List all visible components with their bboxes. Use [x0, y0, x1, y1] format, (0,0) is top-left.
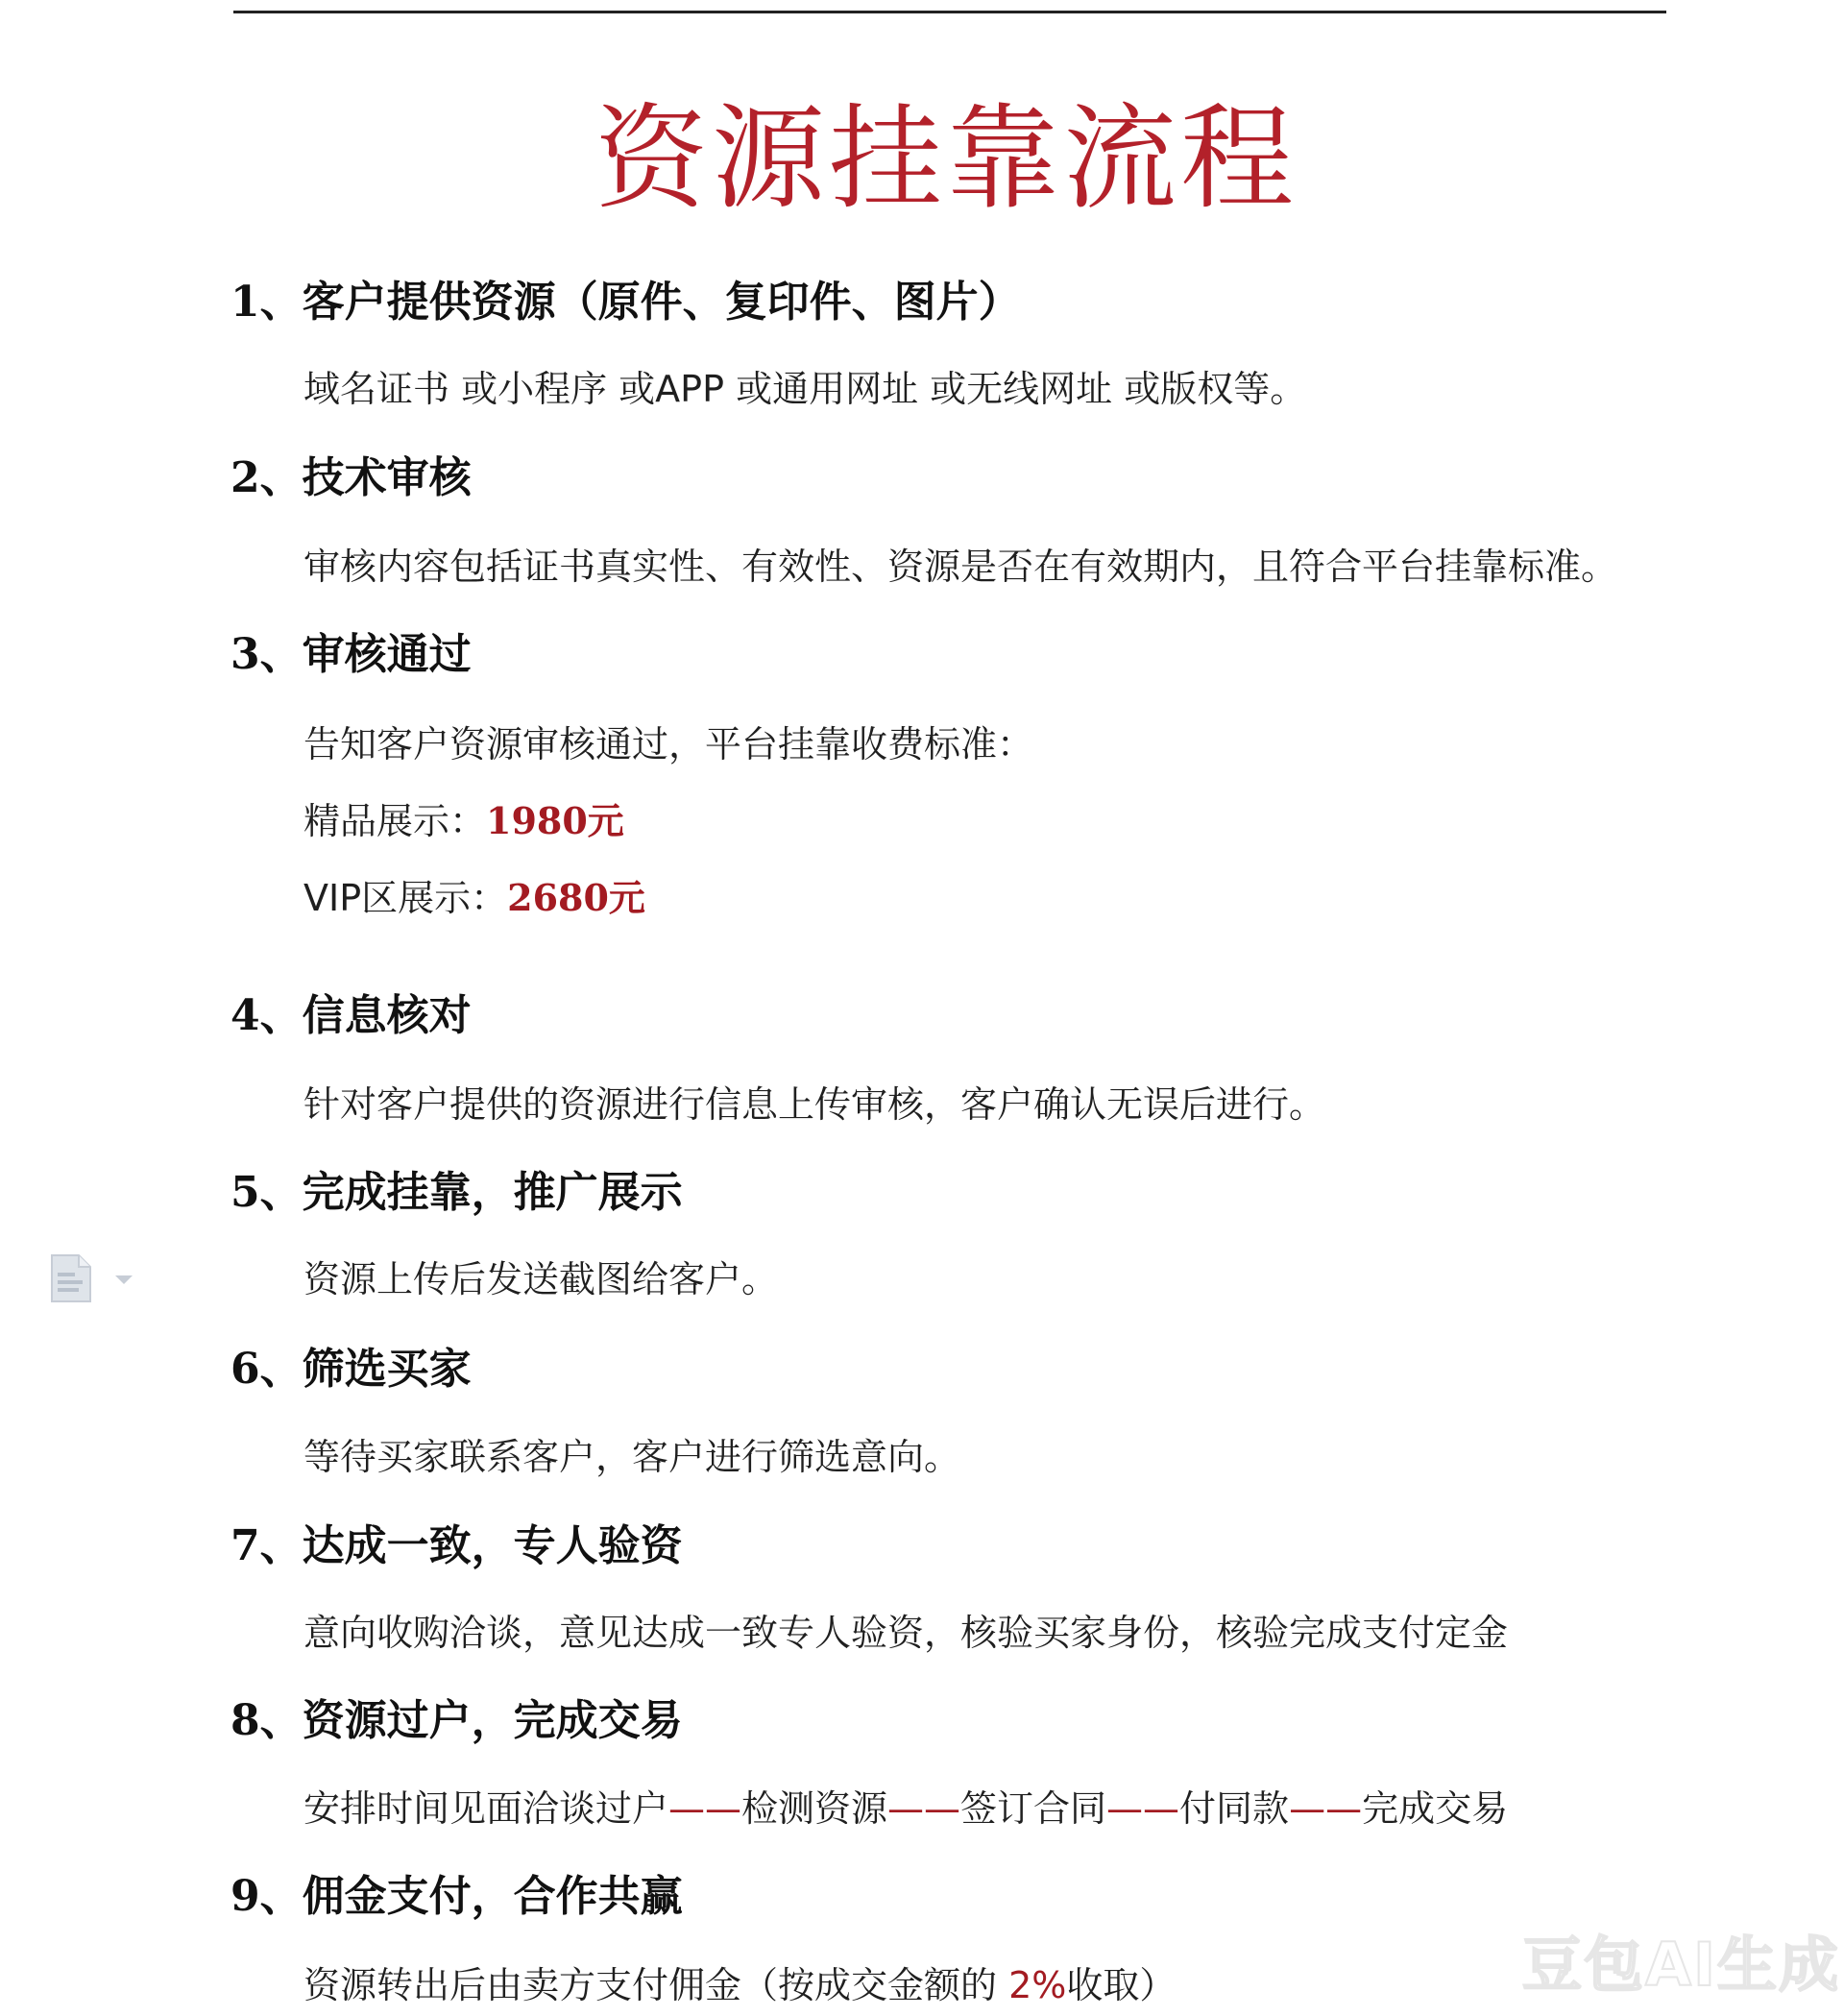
commission-rate: 2%: [1008, 1964, 1067, 2006]
pricing-row-vip: [303, 872, 645, 924]
commission-suffix: 收取）: [1066, 1964, 1177, 2006]
commission-prefix: 资源转出后由卖方支付佣金（按成交金额的: [303, 1964, 1009, 2006]
pricing-label: VIP区展示：: [303, 877, 508, 919]
step-7-text: 意向收购洽谈，意见达成一致专人验资，核验买家身份，核验完成支付定金: [303, 1612, 1509, 1654]
transfer-flow: [303, 1783, 1508, 1834]
pricing-value: 1980元: [486, 799, 624, 842]
step-3-text: 告知客户资源审核通过，平台挂靠收费标准：: [303, 723, 1034, 765]
flow-separator: ——: [1289, 1787, 1363, 1830]
document-title: 资源挂靠流程: [594, 92, 1298, 225]
commission-text: [303, 1959, 1176, 2011]
flow-separator: ——: [1106, 1787, 1180, 1830]
step-3-heading: 3、审核通过: [230, 630, 472, 679]
pricing-value: 2680元: [507, 876, 645, 919]
step-2-heading: 2、技术审核: [230, 453, 472, 502]
step-1-text: 域名证书 或小程序 或APP 或通用网址 或无线网址 或版权等。: [303, 368, 1307, 410]
flow-stage: 安排时间见面洽谈过户: [303, 1787, 669, 1830]
pricing-label: 精品展示：: [303, 800, 487, 842]
flow-stage: 付同款: [1179, 1787, 1290, 1830]
flow-stage: 完成交易: [1362, 1787, 1509, 1830]
caret-down-icon[interactable]: [115, 1275, 133, 1284]
step-1-heading: 1、客户提供资源（原件、复印件、图片）: [230, 278, 1021, 327]
step-5-text: 资源上传后发送截图给客户。: [303, 1258, 779, 1300]
step-4-text: 针对客户提供的资源进行信息上传审核，客户确认无误后进行。: [303, 1083, 1326, 1126]
ai-watermark: 豆包AI生成: [1522, 1930, 1841, 2000]
step-2-text: 审核内容包括证书真实性、有效性、资源是否在有效期内，且符合平台挂靠标准。: [303, 546, 1618, 588]
step-7-heading: 7、达成一致，专人验资: [230, 1521, 683, 1570]
step-6-text: 等待买家联系客户，客户进行筛选意向。: [303, 1436, 961, 1478]
step-4-heading: 4、信息核对: [230, 991, 472, 1040]
flow-stage: 检测资源: [741, 1787, 888, 1830]
document-icon[interactable]: [48, 1253, 94, 1303]
flow-stage: 签订合同: [960, 1787, 1107, 1830]
step-6-heading: 6、筛选买家: [230, 1345, 472, 1394]
top-rule: [233, 11, 1666, 13]
step-8-heading: 8、资源过户，完成交易: [230, 1696, 683, 1745]
pricing-row-premium: [303, 795, 624, 847]
flow-separator: ——: [668, 1787, 742, 1830]
step-5-heading: 5、完成挂靠，推广展示: [230, 1168, 683, 1217]
flow-separator: ——: [887, 1787, 961, 1830]
step-9-heading: 9、佣金支付，合作共赢: [230, 1872, 683, 1921]
